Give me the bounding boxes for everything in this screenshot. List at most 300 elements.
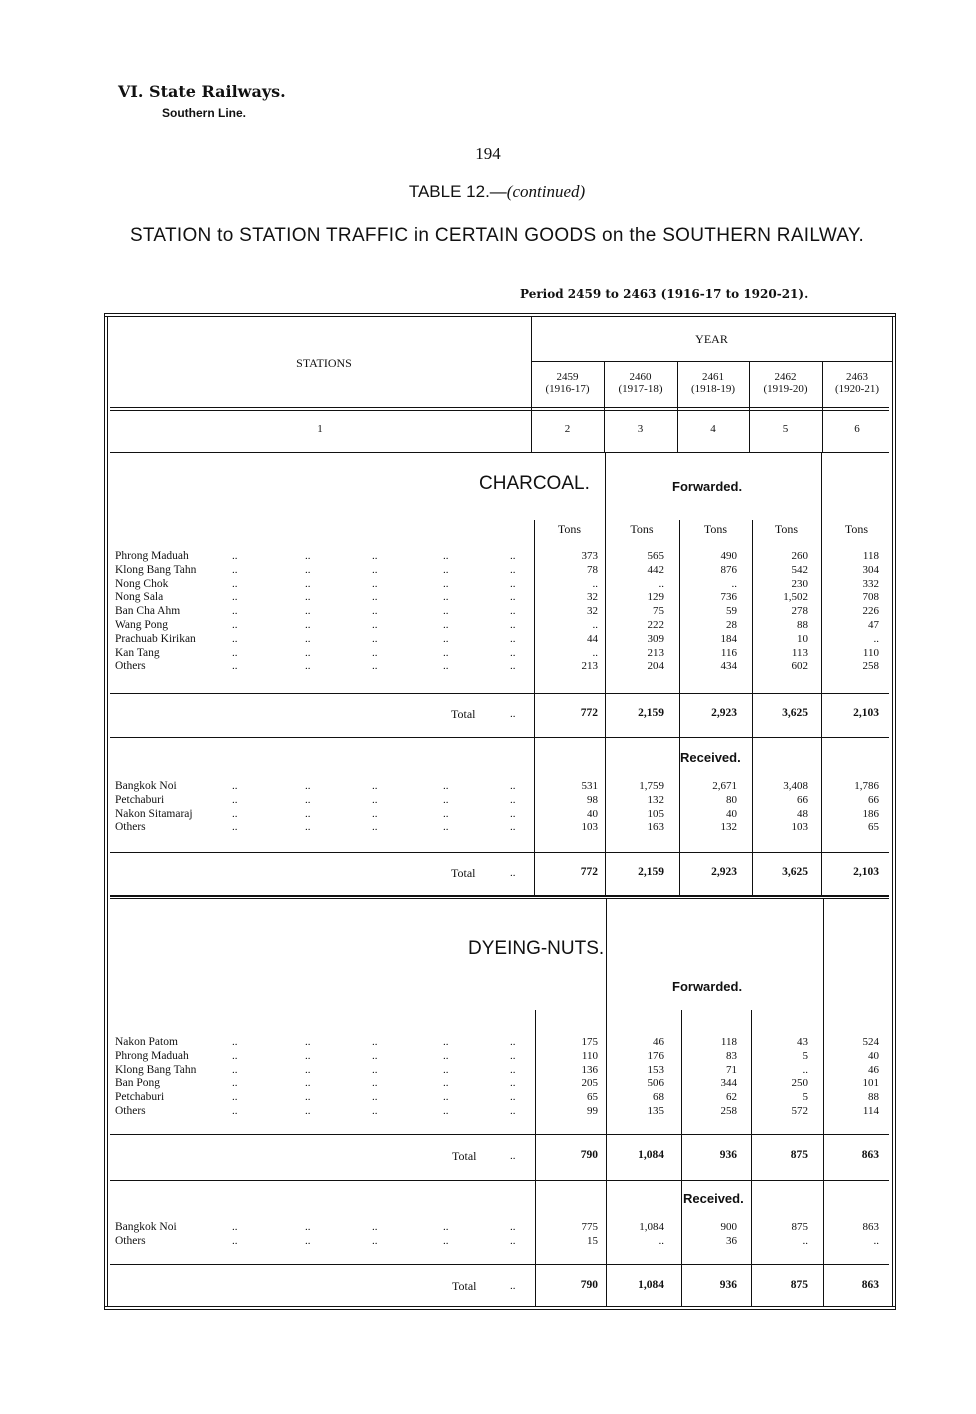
total-value: 790 (580, 1279, 598, 1291)
total-value: 936 (719, 1279, 737, 1291)
leader-dots: .. (443, 632, 449, 645)
table-cell-value: 62 (726, 1091, 737, 1104)
leader-dots: .. (372, 1234, 378, 1247)
col-number-4: 4 (710, 423, 716, 435)
table-continued: (continued) (506, 182, 586, 201)
year-be: 2462 (774, 371, 797, 383)
leader-dots: .. (443, 605, 449, 618)
col-number-1: 1 (317, 423, 323, 435)
leader-dots: .. (443, 563, 449, 576)
year-be: 2461 (702, 371, 724, 383)
unit-label: Tons (630, 522, 654, 536)
table-label-text: TABLE 12.— (408, 182, 507, 201)
table-cell-value: 5 (802, 1091, 808, 1104)
table-cell-value: .. (658, 1234, 664, 1247)
period-note: Period 2459 to 2463 (1916-17 to 1920-21). (520, 287, 809, 301)
stations-header: STATIONS (296, 356, 352, 370)
table-cell-value: 101 (862, 1077, 879, 1090)
table-cell-value: 135 (647, 1105, 664, 1117)
table-cell-value: 36 (726, 1234, 737, 1247)
station-name: Bangkok Noi (115, 780, 177, 792)
table-cell-value: 2,671 (712, 780, 737, 792)
leader-dots: .. (232, 646, 238, 659)
total-value: 863 (861, 1149, 879, 1161)
leader-dots: .. (510, 793, 516, 806)
dyeing-received-label: Received. (683, 1191, 744, 1206)
station-name: Ban Pong (115, 1077, 161, 1090)
table-cell-value: 226 (862, 605, 879, 618)
station-name: Bangkok Noi (115, 1221, 177, 1233)
leader-dots: .. (232, 780, 238, 792)
station-name: Klong Bang Tahn (115, 563, 197, 576)
leader-dots: .. (232, 1063, 238, 1076)
table-cell-value: 132 (720, 821, 737, 834)
leader-dots: .. (510, 1063, 516, 1076)
table-cell-value: .. (731, 577, 737, 590)
leader-dots: .. (510, 1077, 516, 1090)
table-cell-value: 176 (647, 1049, 664, 1062)
total-value: 3,625 (782, 866, 808, 878)
leader-dots: .. (305, 660, 311, 673)
table-cell-value: 71 (726, 1063, 737, 1076)
table-cell-value: 213 (581, 660, 598, 673)
leader-dots: .. (510, 563, 516, 576)
leader-dots: .. (305, 605, 311, 618)
table-cell-value: 373 (581, 550, 598, 562)
leader-dots: .. (443, 1091, 449, 1104)
station-name: Nakon Sitamaraj (115, 807, 193, 820)
station-name: Ban Cha Ahm (115, 605, 181, 618)
table-cell-value: 204 (647, 660, 664, 673)
table-cell-value: 531 (581, 780, 598, 792)
station-name: Others (115, 660, 146, 673)
total-label: Total (452, 1279, 477, 1293)
year-2460 (604, 371, 677, 395)
leader-dots: .. (372, 660, 378, 673)
total-value: 2,159 (638, 866, 664, 878)
leader-dots: .. (372, 780, 378, 792)
table-title: STATION to STATION TRAFFIC in CERTAIN GOODS on the SOUTHERN RAILWAY. (129, 225, 865, 246)
table-cell-value: 110 (581, 1049, 598, 1062)
table-cell-value: .. (658, 577, 664, 590)
leader-dots: .. (232, 1234, 238, 1247)
section-title-charcoal: CHARCOAL. (479, 473, 590, 494)
part-heading: VI. State Railways. (118, 82, 286, 101)
leader-dots: .. (305, 821, 311, 834)
table-cell-value: .. (592, 577, 598, 590)
year-ad: (1920-21) (835, 383, 879, 395)
leader-dots: .. (510, 708, 516, 720)
leader-dots: .. (305, 1221, 311, 1233)
leader-dots: .. (510, 646, 516, 659)
section-title-dyeing-nuts: DYEING-NUTS. (468, 938, 605, 959)
leader-dots: .. (232, 1091, 238, 1104)
table-cell-value: 708 (862, 591, 879, 604)
leader-dots: .. (232, 1036, 238, 1048)
table-cell-value: 258 (862, 660, 879, 673)
col-number-3: 3 (637, 423, 644, 435)
table-cell-value: 114 (862, 1105, 879, 1117)
table-cell-value: 602 (791, 660, 808, 673)
station-name: Petchaburi (115, 793, 165, 806)
year-2459 (531, 371, 604, 395)
table-cell-value: 103 (581, 821, 598, 834)
table-cell-value: 65 (868, 821, 879, 834)
leader-dots: .. (510, 1091, 516, 1104)
table-cell-value: 309 (647, 632, 664, 645)
leader-dots: .. (510, 632, 516, 645)
table-cell-value: 775 (581, 1221, 598, 1233)
leader-dots: .. (372, 793, 378, 806)
col-number-2: 2 (564, 423, 571, 435)
year-be: 2459 (556, 371, 579, 383)
leader-dots: .. (443, 1221, 449, 1233)
leader-dots: .. (305, 1036, 311, 1048)
table-cell-value: 876 (720, 563, 737, 576)
year-ad: (1917-18) (618, 383, 663, 395)
leader-dots: .. (372, 619, 378, 631)
table-cell-value: 65 (587, 1091, 598, 1104)
table-cell-value: 863 (862, 1221, 879, 1233)
table-cell-value: .. (802, 1063, 808, 1076)
leader-dots: .. (510, 1234, 516, 1247)
table-cell-value: 46 (868, 1063, 879, 1076)
year-ad: (1916-17) (545, 383, 590, 395)
total-value: 936 (719, 1149, 737, 1161)
table-cell-value: 48 (797, 807, 808, 820)
station-name: Nong Chok (115, 577, 169, 590)
station-name: Klong Bang Tahn (115, 1063, 197, 1076)
table-cell-value: 83 (726, 1049, 737, 1062)
total-value: 2,159 (638, 707, 664, 719)
unit-label: Tons (557, 522, 582, 536)
total-value: 863 (861, 1279, 879, 1291)
table-cell-value: .. (592, 619, 598, 631)
leader-dots: .. (443, 646, 449, 659)
table-cell-value: 875 (791, 1221, 808, 1233)
leader-dots: .. (443, 660, 449, 673)
leader-dots: .. (372, 1105, 378, 1117)
table-cell-value: 1,502 (783, 591, 808, 604)
leader-dots: .. (232, 577, 238, 590)
table-cell-value: 344 (720, 1077, 737, 1090)
table-cell-value: 28 (726, 619, 737, 631)
leader-dots: .. (232, 821, 238, 834)
leader-dots: .. (372, 1049, 378, 1062)
table-cell-value: 80 (726, 793, 737, 806)
leader-dots: .. (372, 632, 378, 645)
table-cell-value: 222 (647, 619, 664, 631)
table-cell-value: 129 (647, 591, 664, 604)
year-be: 2460 (629, 371, 652, 383)
table-cell-value: 230 (791, 577, 808, 590)
table-cell-value: 110 (862, 646, 879, 659)
col-number-6: 6 (854, 423, 860, 435)
leader-dots: .. (443, 1036, 449, 1048)
leader-dots: .. (510, 807, 516, 820)
table-cell-value: 75 (653, 605, 664, 618)
table-cell-value: 40 (726, 807, 737, 820)
table-cell-value: 1,786 (854, 780, 879, 792)
leader-dots: .. (305, 793, 311, 806)
table-cell-value: 250 (791, 1077, 808, 1090)
table-cell-value: 105 (647, 807, 664, 820)
leader-dots: .. (443, 793, 449, 806)
station-name: Nong Sala (115, 591, 164, 604)
leader-dots: .. (443, 591, 449, 604)
station-name: Petchaburi (115, 1091, 165, 1104)
leader-dots: .. (305, 807, 311, 820)
table-cell-value: 542 (791, 563, 808, 576)
total-value: 2,103 (853, 866, 879, 878)
station-name: Others (115, 821, 146, 834)
table-cell-value: 565 (647, 550, 664, 562)
table-cell-value: 88 (797, 619, 808, 631)
leader-dots: .. (510, 660, 516, 673)
total-label: Total (452, 1149, 477, 1163)
table-cell-value: 99 (587, 1105, 598, 1117)
table-cell-value: 44 (587, 632, 598, 645)
leader-dots: .. (510, 821, 516, 834)
table-cell-value: 66 (868, 793, 879, 806)
table-cell-value: 184 (720, 632, 737, 645)
total-value: 875 (790, 1149, 808, 1161)
year-2463 (822, 371, 892, 395)
total-value: 875 (790, 1279, 808, 1291)
leader-dots: .. (510, 550, 516, 562)
leader-dots: .. (232, 1221, 238, 1233)
table-cell-value: 103 (791, 821, 808, 834)
leader-dots: .. (305, 1234, 311, 1247)
total-value: 2,923 (711, 707, 737, 719)
table-cell-value: 116 (720, 646, 737, 659)
table-cell-value: 5 (802, 1049, 808, 1062)
table-cell-value: 205 (581, 1077, 598, 1090)
total-label: Total (451, 866, 476, 880)
table-cell-value: 3,408 (783, 780, 808, 792)
leader-dots: .. (305, 619, 311, 631)
leader-dots: .. (305, 563, 311, 576)
leader-dots: .. (510, 1036, 516, 1048)
total-value: 1,084 (638, 1149, 664, 1161)
leader-dots: .. (232, 1049, 238, 1062)
year-2462 (749, 371, 822, 395)
leader-dots: .. (372, 1063, 378, 1076)
table-cell-value: 78 (587, 563, 598, 576)
station-name: Phrong Maduah (115, 550, 189, 562)
station-name: Nakon Patom (115, 1036, 178, 1048)
leader-dots: .. (443, 619, 449, 631)
leader-dots: .. (443, 1077, 449, 1090)
leader-dots: .. (305, 1105, 311, 1117)
charcoal-forwarded-label: Forwarded. (672, 479, 743, 494)
leader-dots: .. (232, 632, 238, 645)
leader-dots: .. (305, 1063, 311, 1076)
leader-dots: .. (443, 550, 449, 562)
total-value: 2,103 (853, 707, 879, 719)
year-2461 (677, 371, 749, 395)
year-ad: (1919-20) (763, 383, 808, 395)
leader-dots: .. (305, 550, 311, 562)
leader-dots: .. (443, 1234, 449, 1247)
leader-dots: .. (372, 577, 378, 590)
col-number-5: 5 (782, 423, 789, 435)
leader-dots: .. (443, 821, 449, 834)
leader-dots: .. (305, 591, 311, 604)
leader-dots: .. (510, 1150, 516, 1162)
year-ad: (1918-19) (691, 383, 735, 395)
leader-dots: .. (443, 780, 449, 792)
table-cell-value: 572 (791, 1105, 808, 1117)
table-cell-value: 113 (791, 646, 808, 659)
table-cell-value: 442 (647, 563, 664, 576)
table-cell-value: 10 (797, 632, 808, 645)
year-header: YEAR (695, 332, 728, 346)
table-cell-value: .. (592, 646, 598, 659)
table-cell-value: 332 (862, 577, 879, 590)
leader-dots: .. (232, 563, 238, 576)
table-cell-value: 118 (862, 550, 879, 562)
leader-dots: .. (232, 591, 238, 604)
table-cell-value: 40 (868, 1049, 879, 1062)
leader-dots: .. (232, 605, 238, 618)
leader-dots: .. (443, 577, 449, 590)
station-name: Kan Tang (115, 646, 160, 659)
leader-dots: .. (305, 632, 311, 645)
table-cell-value: 175 (581, 1036, 598, 1048)
leader-dots: .. (232, 807, 238, 820)
leader-dots: .. (305, 780, 311, 792)
leader-dots: .. (510, 1105, 516, 1117)
table-cell-value: 40 (587, 807, 598, 820)
station-name: Prachuab Kirikan (115, 632, 196, 645)
total-label: Total (451, 707, 476, 721)
station-name: Others (115, 1234, 146, 1247)
unit-label: Tons (774, 522, 799, 536)
leader-dots: .. (443, 1105, 449, 1117)
leader-dots: .. (305, 1049, 311, 1062)
table-cell-value: 88 (868, 1091, 879, 1104)
leader-dots: .. (232, 1105, 238, 1117)
table-cell-value: 213 (647, 646, 664, 659)
leader-dots: .. (372, 550, 378, 562)
table-cell-value: 132 (647, 793, 664, 806)
table-cell-value: 434 (720, 660, 737, 673)
table-cell-value: 186 (862, 807, 879, 820)
leader-dots: .. (510, 591, 516, 604)
total-value: 772 (580, 866, 598, 878)
leader-dots: .. (510, 780, 516, 792)
leader-dots: .. (372, 807, 378, 820)
total-value: 790 (580, 1149, 598, 1161)
dyeing-forwarded-label: Forwarded. (672, 979, 743, 994)
table-cell-value: 506 (647, 1077, 664, 1090)
unit-label: Tons (844, 522, 869, 536)
leader-dots: .. (372, 646, 378, 659)
table-cell-value: 736 (720, 591, 737, 604)
table-cell-value: 258 (720, 1105, 737, 1117)
table-cell-value: 68 (653, 1091, 664, 1104)
leader-dots: .. (372, 821, 378, 834)
leader-dots: .. (372, 1091, 378, 1104)
line-heading: Southern Line. (162, 106, 246, 120)
table-cell-value: 46 (653, 1036, 664, 1048)
leader-dots: .. (305, 646, 311, 659)
table-cell-value: 32 (587, 591, 598, 604)
table-cell-value: .. (873, 1234, 879, 1247)
year-be: 2463 (846, 371, 868, 383)
leader-dots: .. (443, 1049, 449, 1062)
leader-dots: .. (232, 793, 238, 806)
table-cell-value: 47 (868, 619, 879, 631)
leader-dots: .. (372, 1221, 378, 1233)
total-value: 1,084 (638, 1279, 664, 1291)
table-cell-value: 524 (862, 1036, 879, 1048)
leader-dots: .. (305, 577, 311, 590)
total-value: 772 (580, 707, 598, 719)
table-cell-value: 1,759 (639, 780, 664, 792)
table-cell-value: 15 (587, 1234, 598, 1247)
unit-label: Tons (703, 522, 728, 536)
page-number: 194 (475, 144, 501, 163)
table-cell-value: 1,084 (639, 1221, 664, 1233)
table-cell-value: 278 (791, 605, 808, 618)
leader-dots: .. (510, 1221, 516, 1233)
table-cell-value: 163 (647, 821, 664, 834)
leader-dots: .. (510, 1280, 516, 1292)
table-cell-value: .. (802, 1234, 808, 1247)
station-name: Wang Pong (115, 619, 169, 631)
leader-dots: .. (510, 605, 516, 618)
table-cell-value: .. (873, 632, 879, 645)
table-cell-value: 304 (862, 563, 879, 576)
leader-dots: .. (510, 619, 516, 631)
leader-dots: .. (372, 591, 378, 604)
leader-dots: .. (510, 577, 516, 590)
leader-dots: .. (372, 605, 378, 618)
leader-dots: .. (232, 1077, 238, 1090)
station-name: Phrong Maduah (115, 1049, 189, 1062)
leader-dots: .. (232, 550, 238, 562)
table-cell-value: 43 (797, 1036, 808, 1048)
table-cell-value: 118 (720, 1036, 737, 1048)
station-name: Others (115, 1105, 146, 1117)
table-cell-value: 153 (647, 1063, 664, 1076)
leader-dots: .. (443, 807, 449, 820)
table-cell-value: 900 (720, 1221, 737, 1233)
leader-dots: .. (305, 1091, 311, 1104)
table-cell-value: 66 (797, 793, 808, 806)
leader-dots: .. (372, 1077, 378, 1090)
leader-dots: .. (443, 1063, 449, 1076)
leader-dots: .. (305, 1077, 311, 1090)
total-value: 2,923 (711, 866, 737, 878)
leader-dots: .. (232, 660, 238, 673)
table-cell-value: 260 (791, 550, 808, 562)
table-cell-value: 32 (587, 605, 598, 618)
leader-dots: .. (510, 1049, 516, 1062)
table-cell-value: 490 (720, 550, 737, 562)
table-cell-value: 98 (587, 793, 598, 806)
charcoal-received-label: Received. (680, 750, 741, 765)
table-cell-value: 136 (581, 1063, 598, 1076)
leader-dots: .. (372, 563, 378, 576)
leader-dots: .. (510, 867, 516, 879)
total-value: 3,625 (782, 707, 808, 719)
table-label (0, 182, 976, 202)
leader-dots: .. (232, 619, 238, 631)
leader-dots: .. (372, 1036, 378, 1048)
